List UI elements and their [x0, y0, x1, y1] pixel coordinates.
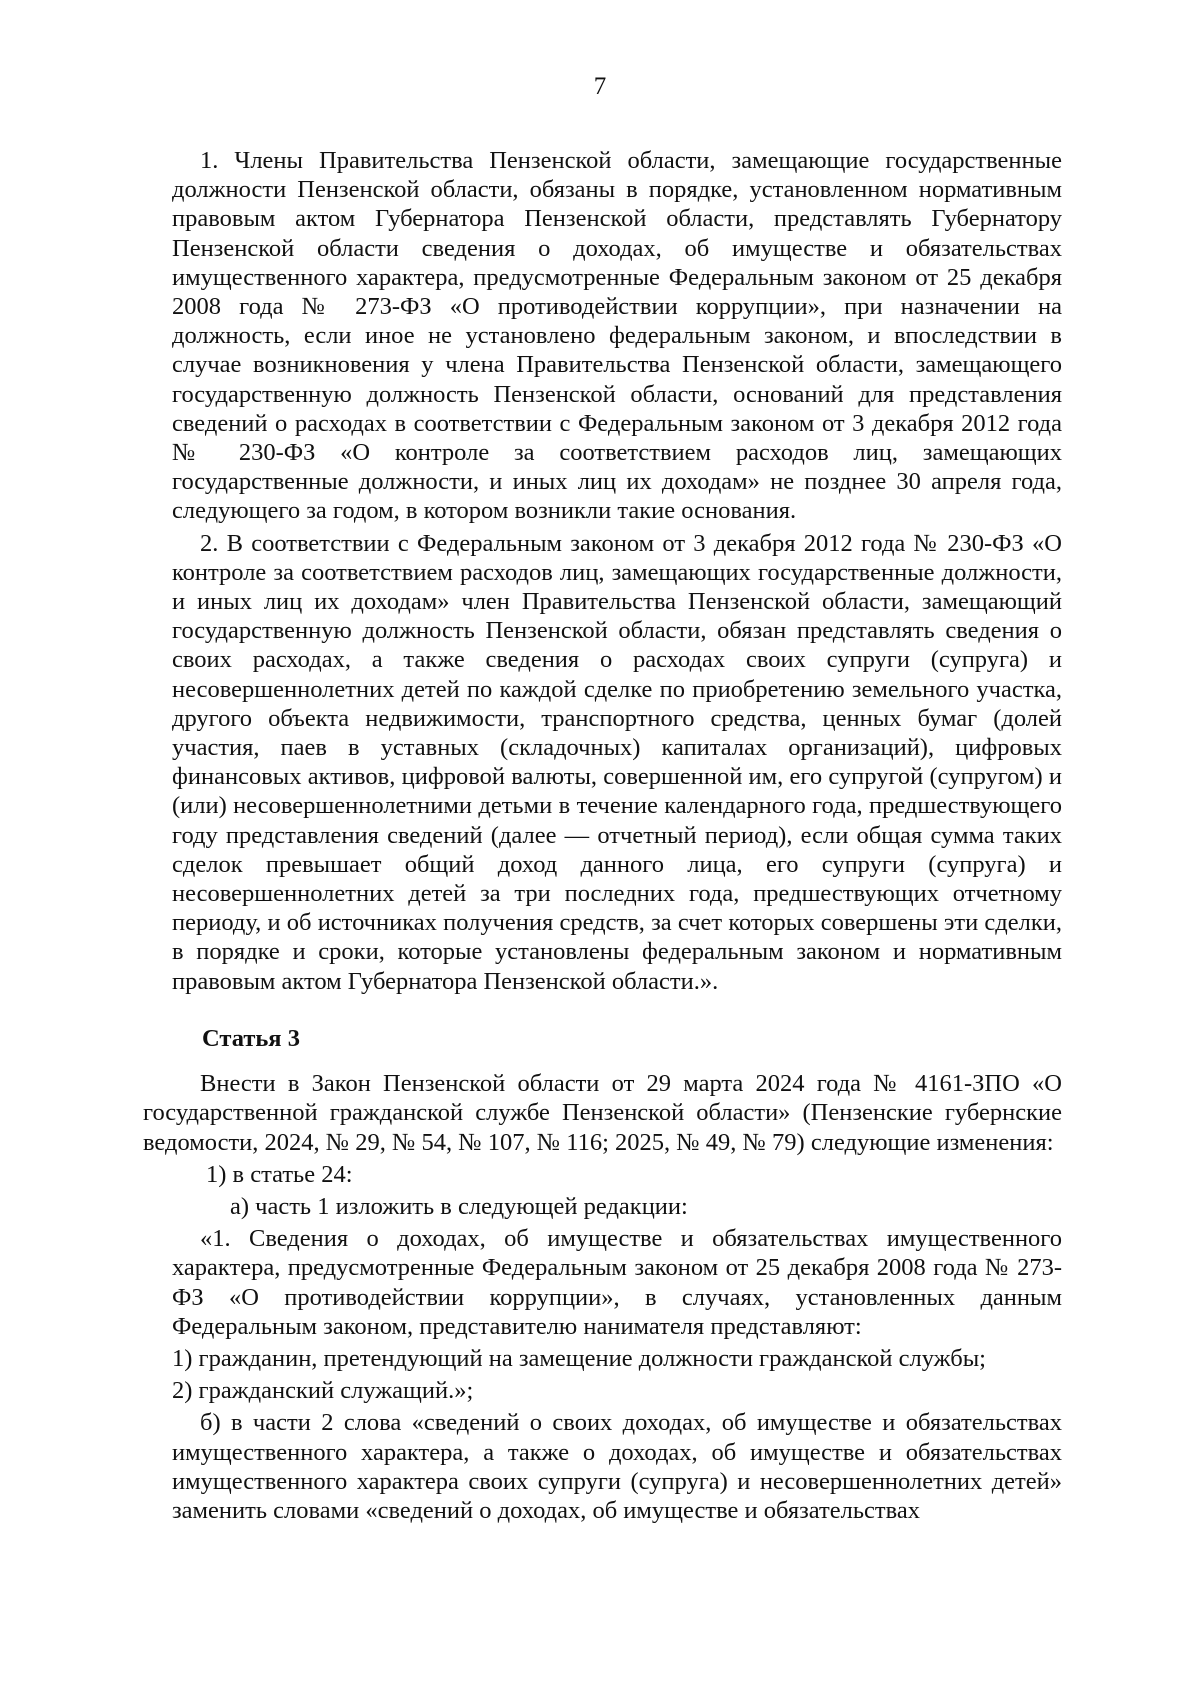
page-number: 7	[593, 73, 607, 100]
paragraph-part-1: 1. Члены Правительства Пензенской области, замещающие государственные должности Пензенской области, обязаны в порядке, установленном нормативным правовым актом Губернатора Пензенской области, представлять Губернатору Пензенской области сведения о доходах, об имуществе и обязательствах имущественного характера, предусмотренные Федеральным законом от 25 декабря 2008 года № 273-ФЗ «О противодействии коррупции», при назначении на должность, если иное не установлено федеральным законом, и впоследствии в случае возникновения у члена Правительства Пензенской области, замещающего государственную должность Пензенской области, оснований для представления сведений о расходах в соответствии с Федеральным законом от 3 декабря 2012 года № 230-ФЗ «О контроле за соответствием расходов лиц, замещающих государственные должности, и иных лиц их доходам» не позднее 30 апреля года, следующего за годом, в котором возникли такие основания.	[172, 147, 1062, 525]
article-heading: Статья 3	[202, 1024, 300, 1052]
list-item-1a: а) часть 1 изложить в следующей редакции:	[230, 1192, 688, 1220]
document-body	[143, 146, 1062, 1525]
quoted-list-item-2: 2) гражданский служащий.»;	[172, 1377, 474, 1405]
list-item-1: 1) в статье 24:	[206, 1160, 353, 1188]
list-item-1b: б) в части 2 слова «сведений о своих доходах, об имуществе и обязательствах имущественного характера, а также о доходах, об имуществе и обязательствах имущественного характера своих супруги (супруга) и несовершеннолетних детей» заменить словами «сведений о доходах, об имуществе и обязательствах	[172, 1409, 1062, 1524]
paragraph-part-2: 2. В соответствии с Федеральным законом от 3 декабря 2012 года № 230-ФЗ «О контроле за соответствием расходов лиц, замещающих государственные должности, и иных лиц их доходам» член Правительства Пензенской области, замещающий государственную должность Пензенской области, обязан представлять сведения о своих расходах, а также сведения о расходах своих супруги (супруга) и несовершеннолетних детей по каждой сделке по приобретению земельного участка, другого объекта недвижимости, транспортного средства, ценных бумаг (долей участия, паев в уставных (складочных) капиталах организаций), цифровых финансовых активов, цифровой валюты, совершенной им, его супругой (супругом) и (или) несовершеннолетними детьми в течение календарного года, предшествующего году представления сведений (далее — отчетный период), если общая сумма таких сделок превышает общий доход данного лица, его супруги (супруга) и несовершеннолетних детей за три последних года, предшествующих отчетному периоду, и об источниках получения средств, за счет которых совершены эти сделки, в порядке и сроки, которые установлены федеральным законом и нормативным правовым актом Губернатора Пензенской области.».	[172, 529, 1062, 995]
quoted-part-1: «1. Сведения о доходах, об имуществе и обязательствах имущественного характера, предусмотренные Федеральным законом от 25 декабря 2008 года № 273-ФЗ «О противодействии коррупции», в случаях, установленных данным Федеральным законом, представителю нанимателя представляют:	[172, 1225, 1062, 1340]
article-intro: Внести в Закон Пензенской области от 29 марта 2024 года № 4161-ЗПО «О государственной гражданской службе Пензенской области» (Пензенские губернские ведомости, 2024, № 29, № 54, № 107, № 116; 2025, № 49, № 79) следующие изменения:	[143, 1070, 1062, 1156]
quoted-list-item-1: 1) гражданин, претендующий на замещение должности гражданской службы;	[172, 1344, 986, 1372]
